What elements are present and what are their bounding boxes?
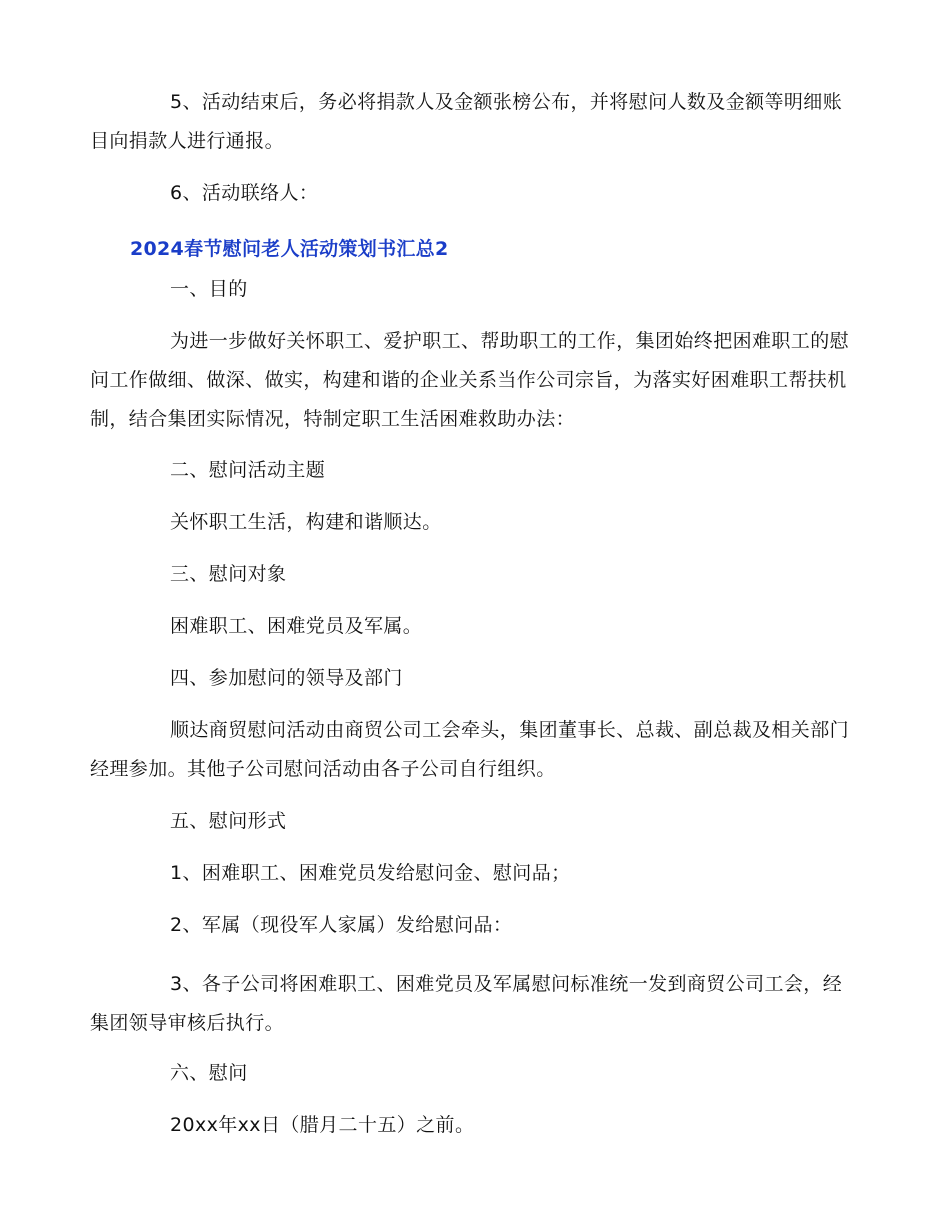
section-title-participants: 四、参加慰问的领导及部门 — [170, 667, 403, 689]
paragraph-form-1: 1、困难职工、困难党员发给慰问金、慰问品； — [170, 862, 571, 884]
paragraph-contact: 6、活动联络人： — [170, 182, 319, 204]
section-title-form: 五、慰问形式 — [170, 810, 287, 832]
paragraph-time: 20xx年xx日（腊月二十五）之前。 — [170, 1114, 475, 1136]
paragraph-form-3: 3、各子公司将困难职工、困难党员及军属慰问标准统一发到商贸公司工会，经集团领导审核后执行。 — [90, 973, 843, 1034]
paragraph-participants: 顺达商贸慰问活动由商贸公司工会牵头，集团董事长、总裁、副总裁及相关部门经理参加。其他子公司慰问活动由各子公司自行组织。 — [90, 719, 850, 780]
paragraph-announcement: 5、活动结束后，务必将捐款人及金额张榜公布，并将慰问人数及金额等明细账目向捐款人进行通报。 — [90, 91, 843, 152]
section-heading: 2024春节慰问老人活动策划书汇总2 — [130, 238, 449, 260]
paragraph-theme: 关怀职工生活，构建和谐顺达。 — [170, 511, 442, 533]
paragraph-target: 困难职工、困难党员及军属。 — [170, 615, 423, 637]
section-title-theme: 二、慰问活动主题 — [170, 459, 326, 481]
section-title-time: 六、慰问 — [170, 1062, 248, 1084]
section-title-target: 三、慰问对象 — [170, 563, 287, 585]
paragraph-form-2: 2、军属（现役军人家属）发给慰问品： — [170, 914, 513, 936]
section-title-purpose: 一、目的 — [170, 278, 248, 300]
paragraph-purpose: 为进一步做好关怀职工、爱护职工、帮助职工的工作，集团始终把困难职工的慰问工作做细、做深、做实，构建和谐的企业关系当作公司宗旨，为落实好困难职工帮扶机制，结合集团实际情况，特制定职工生活困难救助办法： — [90, 330, 850, 430]
